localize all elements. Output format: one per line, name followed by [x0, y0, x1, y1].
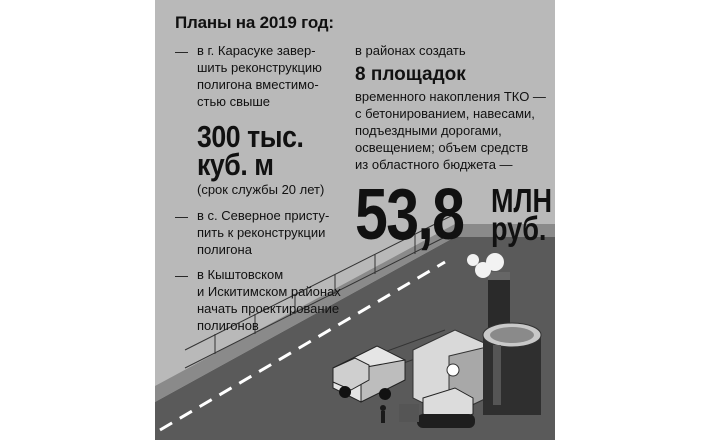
bullet-dash: — — [175, 268, 188, 283]
item2-line: пить к реконструкции — [197, 225, 326, 240]
bullet-dash: — — [175, 44, 188, 59]
right-line: подъездными дорогами, — [355, 123, 502, 138]
item1-capacity-unit: куб. м — [197, 147, 274, 182]
right-line: из областного бюджета — — [355, 157, 513, 172]
item3-line: начать проектирование — [197, 301, 340, 316]
budget-amount: 53,8 — [355, 175, 464, 255]
page-title: Планы на 2019 год: — [175, 13, 334, 32]
item1-capacity: 300 тыс. — [197, 119, 304, 154]
recycle-sign — [447, 364, 459, 376]
item2-line: полигона — [197, 242, 252, 257]
item3-line: в Кыштовском — [197, 267, 284, 282]
item3-line: и Искитимском районах — [197, 284, 341, 299]
item1-line: в г. Карасуке завер- — [197, 43, 316, 58]
bullet-dash: — — [175, 209, 188, 224]
budget-unit-rub: руб. — [491, 210, 547, 247]
item1-line: полигона вместимо- — [197, 77, 319, 92]
item1-line: стью свыше — [197, 94, 270, 109]
item1-line: шить реконструкцию — [197, 60, 322, 75]
budget-unit-mln: МЛН — [491, 182, 553, 219]
sites-count: 8 площадок — [355, 64, 466, 85]
right-line: с бетонированием, навесами, — [355, 106, 535, 121]
right-line: освещением; объем средств — [355, 140, 529, 155]
item1-note: (срок службы 20 лет) — [197, 182, 325, 197]
infographic-panel — [155, 0, 555, 440]
right-intro: в районах создать — [355, 43, 466, 58]
right-line: временного накопления ТКО — — [355, 89, 546, 104]
item3-line: полигонов — [197, 318, 259, 333]
item2-line: в с. Северное присту- — [197, 208, 330, 223]
